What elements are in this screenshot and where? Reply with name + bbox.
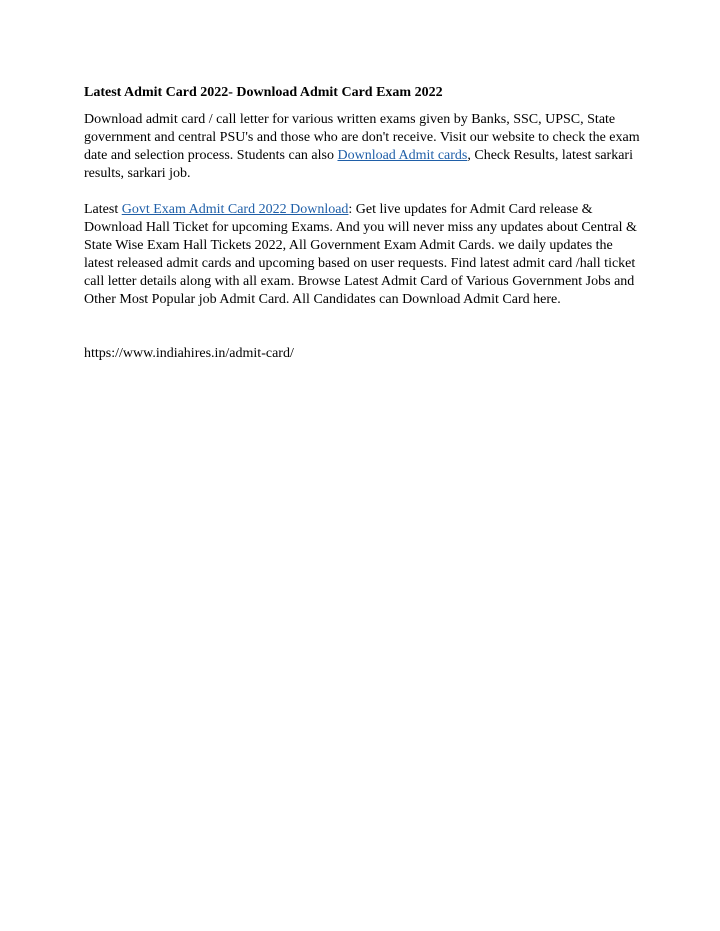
- intro-text-start: Download admit card / call letter for various written exams given by Banks, SSC, UPSC, State government and central PSU's and those who are don't receive. Visit our website to check the exam date and selection process. Students can also: [84, 112, 640, 163]
- document-title: Latest Admit Card 2022- Download Admit Card Exam 2022: [84, 85, 443, 100]
- download-admit-cards-link[interactable]: Download Admit cards: [337, 148, 468, 163]
- details-text-end: : Get live updates for Admit Card release & Download Hall Ticket for upcoming Exams. And you will never miss any updates about Central & State Wise Exam Hall Tickets 2022, All Government Exam Admit Cards. we daily updates the latest released admit cards and upcoming based on user requests. Find latest admit card /hall ticket call letter details along with all exam. Browse Latest Admit Card of Various Government Jobs and Other Most Popular job Admit Card. All Candidates can Download Admit Card here.: [84, 202, 637, 307]
- source-url: https://www.indiahires.in/admit-card/: [84, 346, 294, 361]
- document-body: [84, 84, 644, 309]
- intro-text-end: , Check Results, latest sarkari results, sarkari job.: [84, 148, 633, 181]
- details-paragraph: [84, 201, 644, 309]
- details-text-start: Latest: [84, 202, 122, 217]
- govt-exam-admit-card-link[interactable]: Govt Exam Admit Card 2022 Download: [121, 202, 349, 217]
- intro-paragraph: [84, 111, 644, 183]
